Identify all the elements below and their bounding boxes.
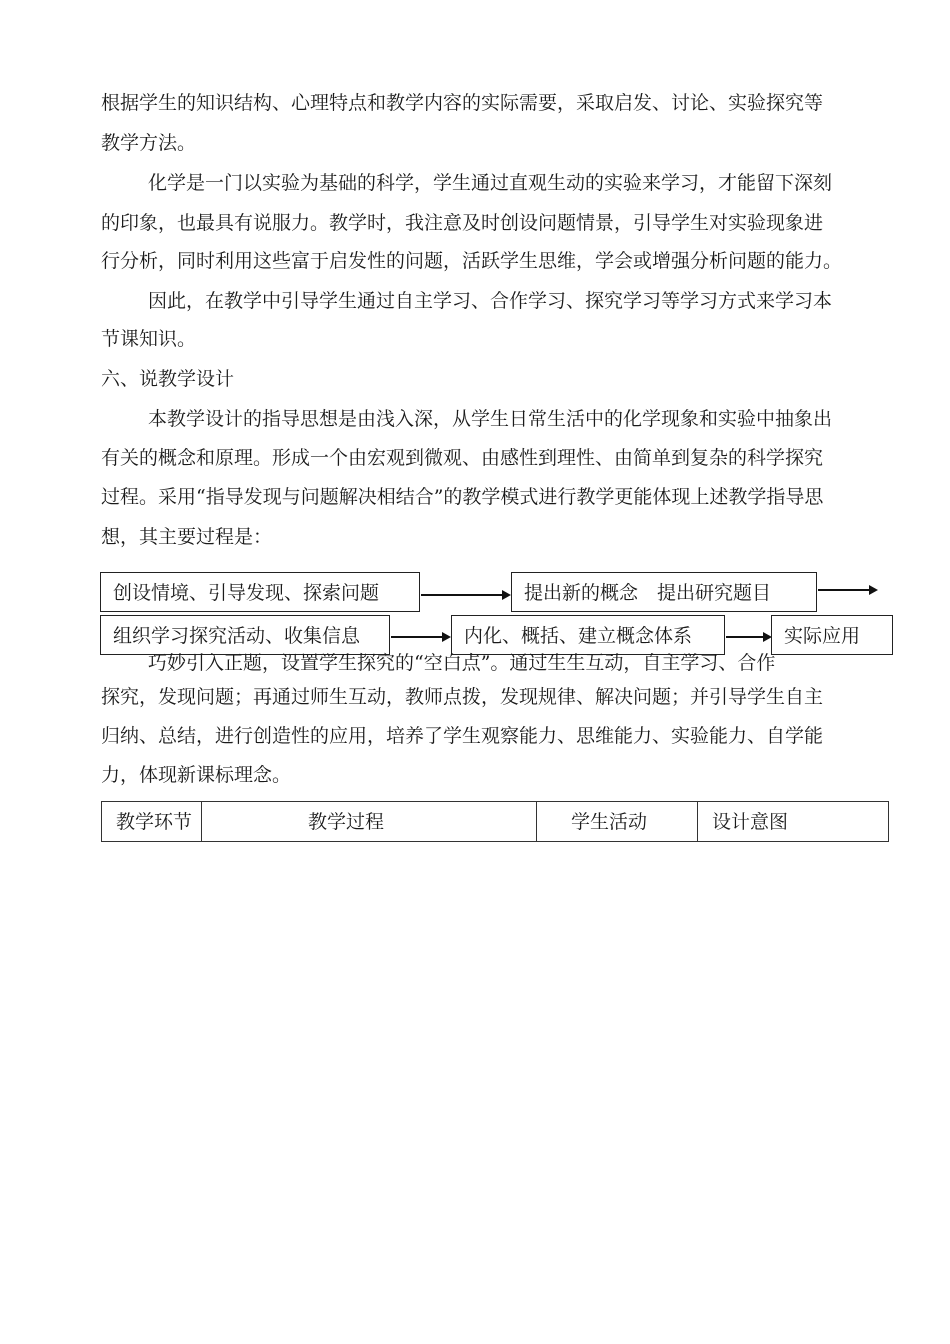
paragraph-line: 的印象，也最具有说服力。教学时，我注意及时创设问题情景，引导学生对实验现象进: [101, 212, 824, 234]
paragraph-line: 本教学设计的指导思想是由浅入深，从学生日常生活中的化学现象和实验中抽象出: [148, 408, 833, 430]
paragraph-line: 有关的概念和原理。形成一个由宏观到微观、由感性到理性、由简单到复杂的科学探究: [101, 447, 824, 469]
flow-arrow: [818, 589, 876, 591]
paragraph-line: 根据学生的知识结构、心理特点和教学内容的实际需要，采取启发、讨论、实验探究等: [101, 92, 824, 114]
flow-arrow: [421, 594, 509, 596]
flow-step-organize-activity: 组织学习探究活动、收集信息: [100, 615, 390, 655]
flow-step-internalize: 内化、概括、建立概念体系: [451, 615, 725, 655]
table-header-cell: 教学环节: [102, 802, 202, 842]
paragraph-line: 化学是一门以实验为基础的科学，学生通过直观生动的实验来学习，才能留下深刻: [148, 172, 833, 194]
paragraph-line: 归纳、总结，进行创造性的应用，培养了学生观察能力、思维能力、实验能力、自学能: [101, 725, 824, 747]
lesson-plan-table: [101, 801, 889, 842]
paragraph-line: 巧妙引入正题，设置学生探究的“空白点”。通过生生互动，自主学习、合作: [148, 652, 776, 674]
paragraph-line: 教学方法。: [101, 132, 197, 154]
paragraph-line: 力，体现新课标理念。: [101, 764, 292, 786]
flow-arrow: [391, 636, 449, 638]
flow-step-create-situation: 创设情境、引导发现、探索问题: [100, 572, 420, 612]
paragraph-line: 行分析，同时利用这些富于启发性的问题，活跃学生思维，学会或增强分析问题的能力。: [101, 250, 843, 272]
paragraph-line: 想，其主要过程是：: [101, 526, 273, 548]
paragraph-line: 探究，发现问题；再通过师生互动，教师点拨，发现规律、解决问题；并引导学生自主: [101, 686, 824, 708]
section-heading: 六、说教学设计: [101, 368, 235, 390]
table-header-cell: 学生活动: [537, 802, 698, 842]
table-header-row: [102, 802, 889, 842]
flow-step-new-concept: 提出新的概念 提出研究题目: [511, 572, 817, 612]
table-header-cell: 教学过程: [202, 802, 537, 842]
flow-arrow: [726, 636, 770, 638]
paragraph-line: 过程。采用“指导发现与问题解决相结合”的教学模式进行教学更能体现上述教学指导思: [101, 486, 824, 508]
paragraph-line: 因此，在教学中引导学生通过自主学习、合作学习、探究学习等学习方式来学习本: [148, 290, 833, 312]
paragraph-line: 节课知识。: [101, 328, 197, 350]
flow-step-application: 实际应用: [771, 615, 893, 655]
table-header-cell: 设计意图: [698, 802, 889, 842]
